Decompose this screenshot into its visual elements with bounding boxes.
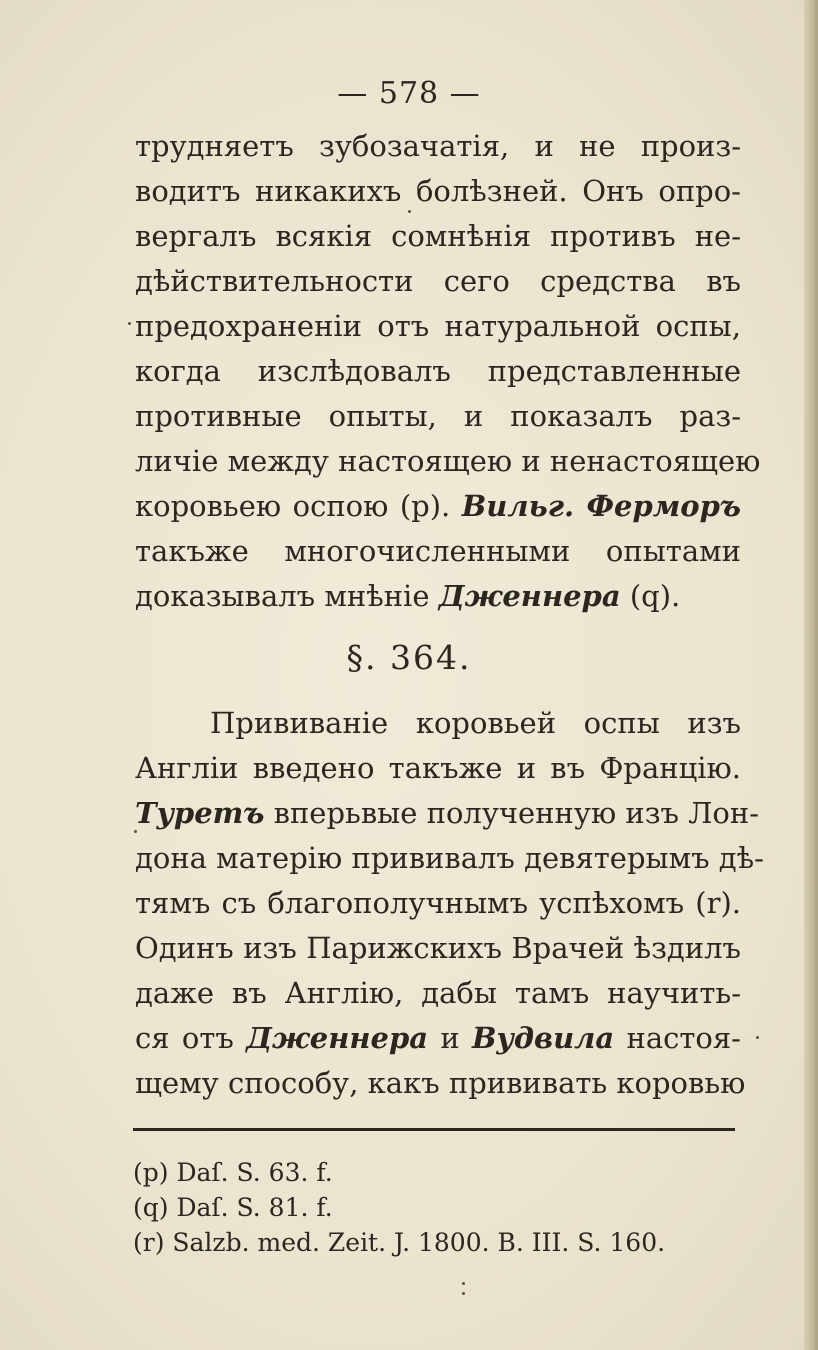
paper-speck [408,210,411,213]
text-run: коровьею оспою (p). [135,489,462,523]
text-line: когда изслѣдовалъ представленные [135,354,741,388]
text-run: доказывалъ мнѣніе [135,579,439,613]
text-run: вперьвые полученную изъ Лон- [264,796,760,830]
author-name: Туретъ [135,796,265,830]
footnote: (q) Daſ. S. 81. f. [133,1193,333,1222]
author-name: Вильг. Ферморъ [461,489,741,523]
text-line: Одинъ изъ Парижскихъ Врачей ѣздилъ [135,931,741,965]
paper-speck [134,830,137,833]
text-line: вергалъ всякія сомнѣнія противъ не- [135,219,741,253]
paper-speck [462,1292,465,1295]
text-line: дѣйствительности сего средства въ [135,264,741,298]
text-run: ся отъ [135,1021,247,1055]
footnote: (p) Daſ. S. 63. f. [133,1158,333,1187]
section-title: §. 364. [346,638,472,677]
text-run: настоя- [614,1021,741,1055]
text-run: и [428,1021,473,1055]
text-line: личіе между настоящею и ненастоящею [135,444,761,478]
text-line [135,795,760,831]
text-line [135,1020,741,1056]
text-line [135,488,741,524]
paper-speck [128,322,131,325]
author-name: Вудвила [472,1021,615,1055]
text-line: даже въ Англію, дабы тамъ научить- [135,976,741,1010]
page-number: — 578 — [337,76,481,111]
text-line: противные опыты, и показалъ раз- [135,399,741,433]
text-line: Англіи введено такъже и въ Францію. [135,751,741,785]
text-line: тямъ съ благополучнымъ успѣхомъ (r). [135,886,741,920]
text-line [135,578,741,614]
paper-speck [756,1036,759,1039]
author-name: Дженнера [438,579,621,613]
footnote-divider [133,1128,735,1131]
footnote: (r) Salzb. med. Zeit. J. 1800. B. III. S. 160. [133,1228,666,1257]
text-line: дона матерію прививалъ девятерымъ дѣ- [135,841,764,875]
paper-speck [462,1282,465,1285]
text-line: предохраненіи отъ натуральной оспы, [135,309,741,343]
text-line: щему способу, какъ прививать коровью [135,1066,746,1100]
text-line: такъже многочисленными опытами [135,534,741,568]
text-run: (q). [620,579,681,613]
text-line: Прививаніе коровьей оспы изъ [210,706,741,740]
text-line: водитъ никакихъ болѣзней. Онъ опро- [135,174,741,208]
author-name: Дженнера [246,1021,429,1055]
text-line: трудняетъ зубозачатія, и не произ- [135,129,741,163]
